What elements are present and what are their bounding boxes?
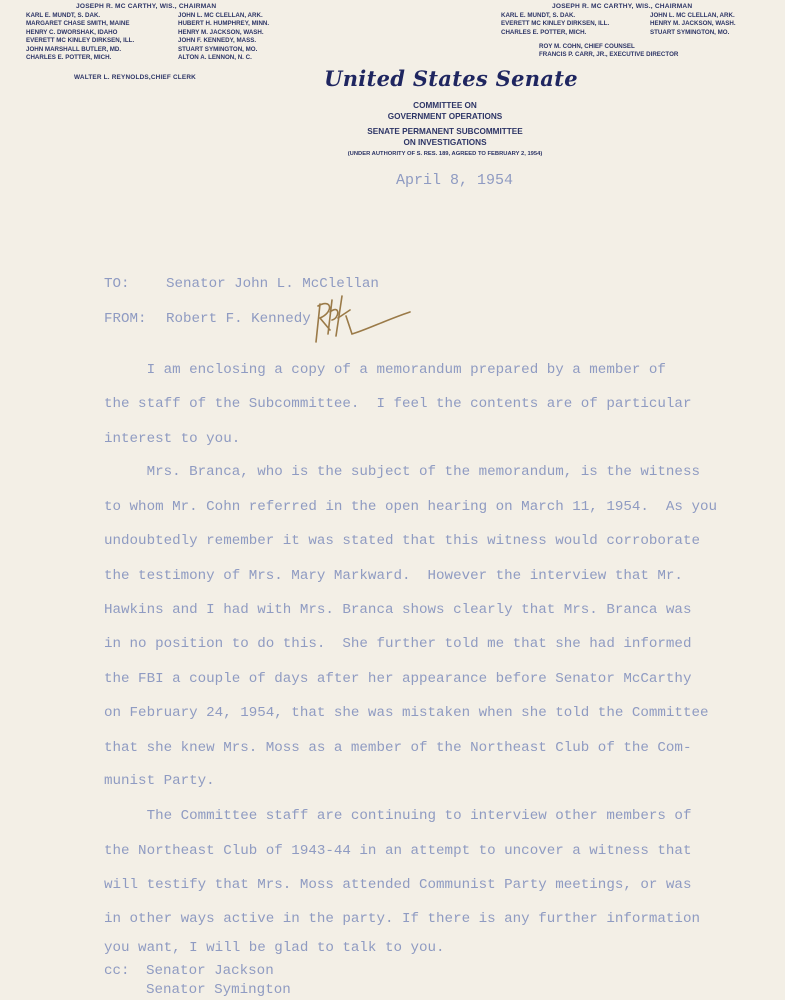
from-label: FROM: xyxy=(104,311,147,327)
subcommittee-line: SENATE PERMANENT SUBCOMMITTEE xyxy=(367,127,523,136)
committee-line: GOVERNMENT OPERATIONS xyxy=(387,112,503,121)
body-line: I am enclosing a copy of a memorandum prepared by a member of xyxy=(104,362,666,378)
body-line: to whom Mr. Cohn referred in the open hearing on March 11, 1954. As you xyxy=(104,499,717,515)
executive-director: FRANCIS P. CARR, JR., EXECUTIVE DIRECTOR xyxy=(539,51,679,59)
to-label: TO: xyxy=(104,276,130,292)
body-line: that she knew Mrs. Moss as a member of the Northeast Club of the Com- xyxy=(104,740,692,756)
member: JOHN F. KENNEDY, MASS. xyxy=(178,37,257,45)
cc-label: cc: xyxy=(104,963,130,979)
committee-line: COMMITTEE ON xyxy=(413,101,477,110)
member: KARL E. MUNDT, S. DAK. xyxy=(501,12,576,19)
left-chairman: JOSEPH R. MC CARTHY, WIS., CHAIRMAN xyxy=(76,3,217,10)
left-members-col1 xyxy=(26,12,134,62)
to-recipient: Senator John L. McClellan xyxy=(166,276,379,292)
body-line: munist Party. xyxy=(104,773,215,789)
member: STUART SYMINGTON, MO. xyxy=(650,28,730,36)
member: JOHN L. MC CLELLAN, ARK. xyxy=(650,12,735,19)
body-line: the testimony of Mrs. Mary Markward. However the interview that Mr. xyxy=(104,568,683,584)
member: STUART SYMINGTON, MO. xyxy=(178,45,258,53)
memo-date: April 8, 1954 xyxy=(396,172,514,189)
body-line: in other ways active in the party. If there is any further information xyxy=(104,911,700,927)
member: JOHN MARSHALL BUTLER, MD. xyxy=(26,45,122,53)
cc-recipient: Senator Jackson xyxy=(146,963,274,979)
body-line: in no position to do this. She further told me that she had informed xyxy=(104,636,692,652)
body-line: interest to you. xyxy=(104,431,241,447)
body-line: The Committee staff are continuing to interview other members of xyxy=(104,808,692,824)
body-line: the FBI a couple of days after her appearance before Senator McCarthy xyxy=(104,671,692,687)
letterhead-title: United States Senate xyxy=(324,66,578,91)
body-line: the Northeast Club of 1943-44 in an attempt to uncover a witness that xyxy=(104,843,692,859)
body-line: will testify that Mrs. Moss attended Communist Party meetings, or was xyxy=(104,877,692,893)
cc-recipient: Senator Symington xyxy=(146,982,291,998)
member: CHARLES E. POTTER, MICH. xyxy=(26,54,112,62)
member: KARL E. MUNDT, S. DAK. xyxy=(26,12,101,19)
body-line: undoubtedly remember it was stated that this witness would corroborate xyxy=(104,533,700,549)
committee-name xyxy=(300,100,590,122)
member: EVERETT MC KINLEY DIRKSEN, ILL. xyxy=(501,20,610,28)
subcommittee-name xyxy=(300,126,590,148)
left-members-col2 xyxy=(178,12,269,62)
right-members-col2 xyxy=(650,12,736,37)
from-sender: Robert F. Kennedy xyxy=(166,311,311,327)
chief-counsel: ROY M. COHN, CHIEF COUNSEL xyxy=(539,43,635,50)
subcommittee-line: ON INVESTIGATIONS xyxy=(403,138,487,147)
member: MARGARET CHASE SMITH, MAINE xyxy=(26,20,130,28)
body-line: Hawkins and I had with Mrs. Branca shows clearly that Mrs. Branca was xyxy=(104,602,692,618)
right-staff xyxy=(539,43,678,60)
member: JOHN L. MC CLELLAN, ARK. xyxy=(178,12,263,19)
signature-rfk xyxy=(306,290,416,350)
member: HENRY M. JACKSON, WASH. xyxy=(650,20,736,28)
member: EVERETT MC KINLEY DIRKSEN, ILL. xyxy=(26,37,135,45)
member: HENRY M. JACKSON, WASH. xyxy=(178,28,264,36)
body-line: you want, I will be glad to talk to you. xyxy=(104,940,445,956)
member: CHARLES E. POTTER, MICH. xyxy=(501,28,587,36)
right-chairman: JOSEPH R. MC CARTHY, WIS., CHAIRMAN xyxy=(552,3,693,10)
body-line: Mrs. Branca, who is the subject of the memorandum, is the witness xyxy=(104,464,700,480)
member: HUBERT H. HUMPHREY, MINN. xyxy=(178,20,270,28)
right-members-col1 xyxy=(501,12,609,37)
authority-line: (UNDER AUTHORITY OF S. RES. 189, AGREED TO FEBRUARY 2, 1954) xyxy=(347,151,543,157)
body-line: on February 24, 1954, that she was mistaken when she told the Committee xyxy=(104,705,709,721)
member: ALTON A. LENNON, N. C. xyxy=(178,54,252,62)
chief-clerk: WALTER L. REYNOLDS,CHIEF CLERK xyxy=(74,74,196,81)
body-line: the staff of the Subcommittee. I feel the contents are of particular xyxy=(104,396,692,412)
member: HENRY C. DWORSHAK, IDAHO xyxy=(26,28,118,36)
